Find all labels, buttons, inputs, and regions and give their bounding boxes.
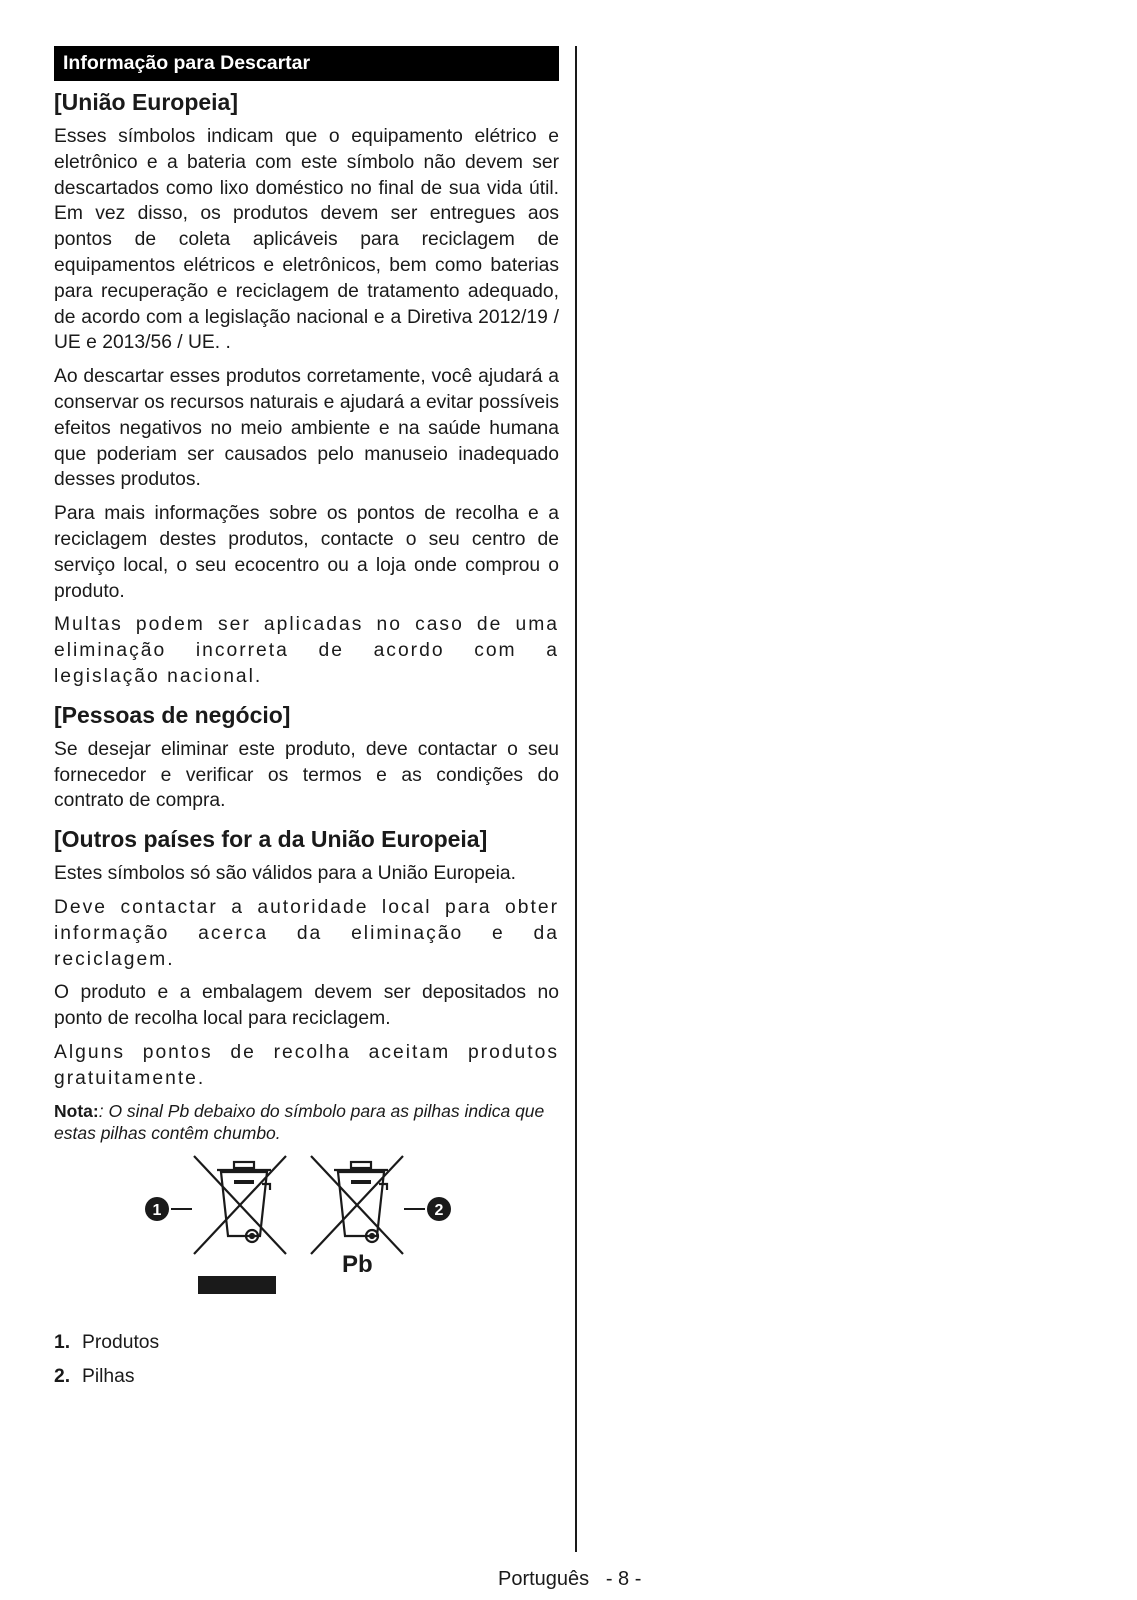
heading-other: [Outros países for a da União Europeia] bbox=[54, 826, 488, 853]
crossed-bin-icon bbox=[194, 1156, 286, 1254]
footer-page-number: - 8 - bbox=[605, 1568, 642, 1590]
weee-symbols-graphic bbox=[54, 1152, 559, 1312]
footer-language: Português bbox=[498, 1568, 590, 1590]
pb-label: Pb bbox=[342, 1250, 373, 1278]
weee-symbols bbox=[54, 1152, 559, 1312]
badge-1 bbox=[145, 1197, 192, 1221]
eu-paragraph-3: Para mais informações sobre os pontos de recolha e a reciclagem destes produtos, contacte o seu centro de serviço local, o seu ecocentro ou a loja onde comprou o produto. bbox=[54, 503, 559, 602]
eu-paragraph-2: Ao descartar esses produtos corretamente, você ajudará a conservar os recursos naturais e ajudará a evitar possíveis efeitos negativos no meio ambiente e na saúde humana que poderiam ser causados pelo manuseio inadequado desses produtos. bbox=[54, 366, 559, 491]
other-paragraph-3: O produto e a embalagem devem ser depositados no ponto de recolha local para reciclagem. bbox=[54, 982, 559, 1030]
heading-eu: [União Europeia] bbox=[54, 89, 239, 115]
page-footer bbox=[498, 1568, 641, 1591]
other-paragraph-4: Alguns pontos de recolha aceitam produtos gratuitamente. bbox=[54, 1041, 559, 1089]
eu-paragraph-1: Esses símbolos indicam que o equipamento elétrico e eletrônico e a bateria com este símbolo não devem ser descartados como lixo doméstico no final de sua vida útil. Em vez disso, os produtos devem ser entregues aos pontos de coleta aplicáveis para reciclagem de equipamentos elétricos e eletrônicos, bem como baterias para recuperação e reciclagem de tratamento adequado, de acordo com a legislação nacional e a Diretiva 2012/19 / UE e 2013/56 / UE. . bbox=[54, 126, 559, 354]
list-item bbox=[54, 1326, 559, 1360]
section-header: Informação para Descartar bbox=[54, 46, 559, 81]
note-text: : O sinal Pb debaixo do símbolo para as pilhas indica que estas pilhas contêm chumbo. bbox=[54, 1100, 545, 1143]
crossed-bin-icon bbox=[311, 1156, 403, 1254]
list-item bbox=[54, 1360, 559, 1394]
list-item-label: Produtos bbox=[82, 1331, 160, 1353]
note bbox=[54, 1100, 559, 1144]
list-item-label: Pilhas bbox=[82, 1365, 135, 1387]
heading-business: [Pessoas de negócio] bbox=[54, 701, 291, 728]
column-divider bbox=[575, 46, 577, 1552]
badge-2 bbox=[404, 1197, 451, 1221]
legend-list bbox=[54, 1326, 559, 1394]
list-item-number: 2. bbox=[54, 1365, 71, 1387]
business-paragraph-1: Se desejar eliminar este produto, deve contactar o seu fornecedor e verificar os termos e as condições do contrato de compra. bbox=[54, 738, 559, 812]
solid-bar-mark bbox=[198, 1276, 276, 1294]
list-item-number: 1. bbox=[54, 1331, 71, 1353]
other-paragraph-2: Deve contactar a autoridade local para obter informação acerca da eliminação e da reciclagem. bbox=[54, 896, 559, 970]
other-paragraph-1: Estes símbolos só são válidos para a União Europeia. bbox=[54, 863, 516, 885]
badge-2-text: 2 bbox=[434, 1201, 444, 1219]
badge-1-text: 1 bbox=[152, 1201, 162, 1219]
content-column bbox=[54, 46, 559, 1394]
eu-paragraph-4: Multas podem ser aplicadas no caso de uma eliminação incorreta de acordo com a legislação nacional. bbox=[54, 614, 559, 687]
note-label: Nota: bbox=[54, 1100, 99, 1121]
